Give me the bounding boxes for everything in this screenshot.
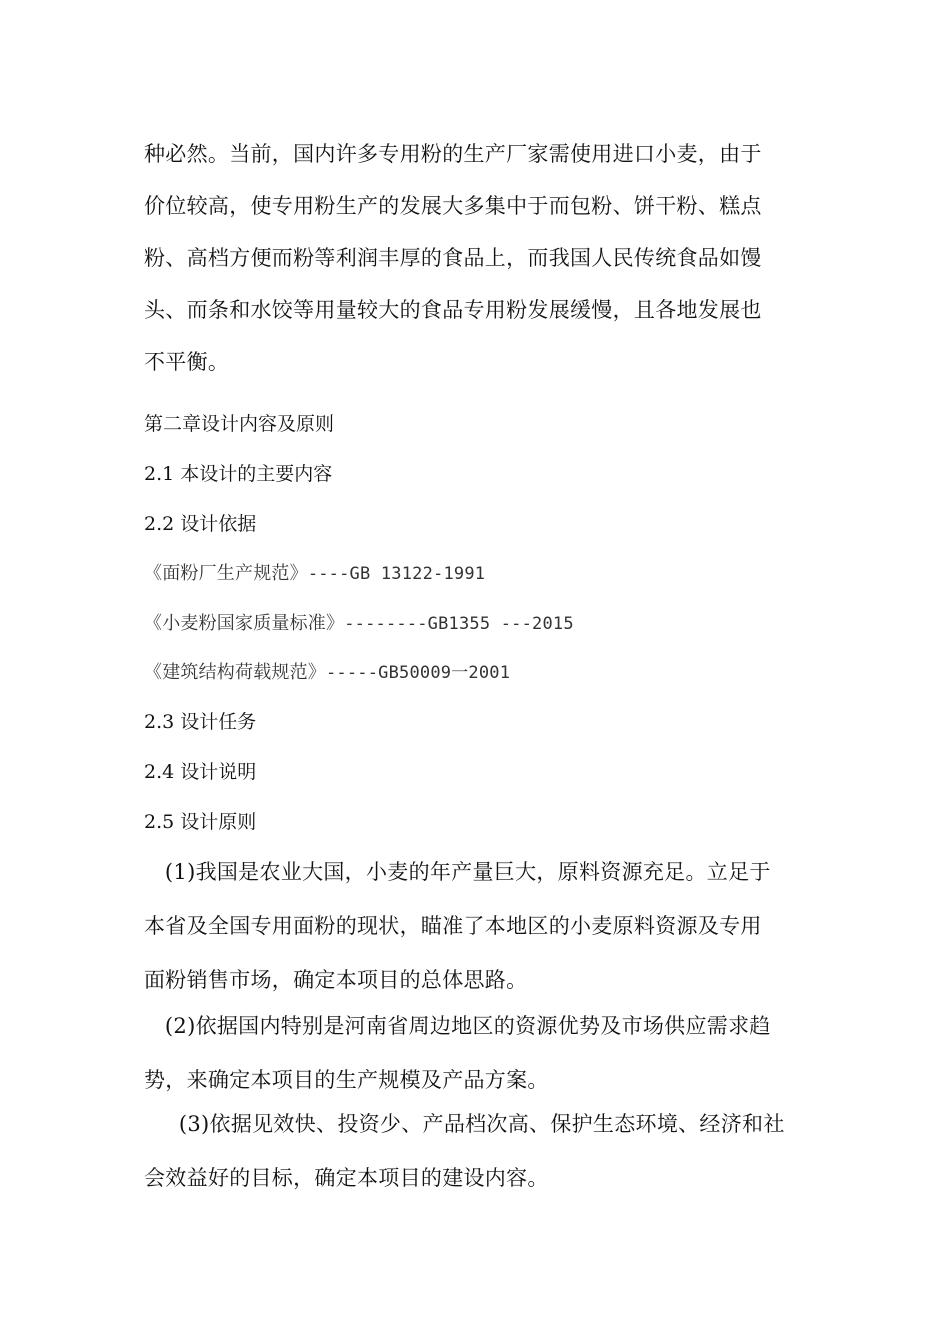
section-2-3-heading: 2.3 设计任务: [144, 711, 257, 733]
principle-line: 本省及全国专用面粉的现状，瞄准了本地区的小麦原料资源及专用: [144, 914, 762, 938]
intro-line: 粉、高档方便而粉等利润丰厚的食品上，而我国人民传统食品如馒: [144, 246, 762, 270]
intro-line: 头、而条和水饺等用量较大的食品专用粉发展缓慢，且各地发展也: [144, 298, 762, 322]
principle-line: 势，来确定本项目的生产规模及产品方案。: [144, 1068, 549, 1092]
principle-2-paragraph: [144, 999, 814, 1107]
section-2-4-heading: 2.4 设计说明: [144, 761, 257, 783]
reference-item: [144, 660, 510, 686]
reference-code: --------GB1355 ---2015: [344, 614, 574, 634]
reference-title: 《面粉厂生产规范》: [144, 563, 308, 584]
reference-title: 《建筑结构荷载规范》: [144, 662, 326, 683]
principle-line: (3)依据见效快、投资少、产品档次高、保护生态环境、经济和社: [144, 1112, 785, 1136]
reference-item: [144, 561, 485, 587]
reference-code: -----GB50009一2001: [326, 663, 511, 683]
principle-line: 面粉销售市场，确定本项目的总体思路。: [144, 968, 528, 992]
principle-line: 会效益好的目标，确定本项目的建设内容。: [144, 1166, 549, 1190]
reference-item: [144, 611, 574, 637]
section-2-2-heading: 2.2 设计依据: [144, 513, 257, 535]
section-2-5-heading: 2.5 设计原则: [144, 811, 257, 833]
intro-line: 种必然。当前，国内许多专用粉的生产厂家需使用进口小麦，由于: [144, 142, 762, 166]
intro-line: 价位较高，使专用粉生产的发展大多集中于而包粉、饼干粉、糕点: [144, 194, 762, 218]
principle-3-paragraph: [144, 1097, 814, 1205]
principle-1-paragraph: [144, 845, 814, 1007]
intro-line: 不平衡。: [144, 350, 230, 374]
intro-paragraph: [144, 128, 804, 388]
reference-title: 《小麦粉国家质量标准》: [144, 613, 345, 634]
reference-code: ----GB 13122-1991: [307, 564, 486, 584]
section-2-1-heading: 2.1 本设计的主要内容: [144, 463, 333, 485]
principle-line: (1)我国是农业大国，小麦的年产量巨大，原料资源充足。立足于: [144, 860, 771, 884]
chapter-title: 第二章设计内容及原则: [144, 413, 335, 435]
principle-line: (2)依据国内特别是河南省周边地区的资源优势及市场供应需求趋: [144, 1014, 771, 1038]
